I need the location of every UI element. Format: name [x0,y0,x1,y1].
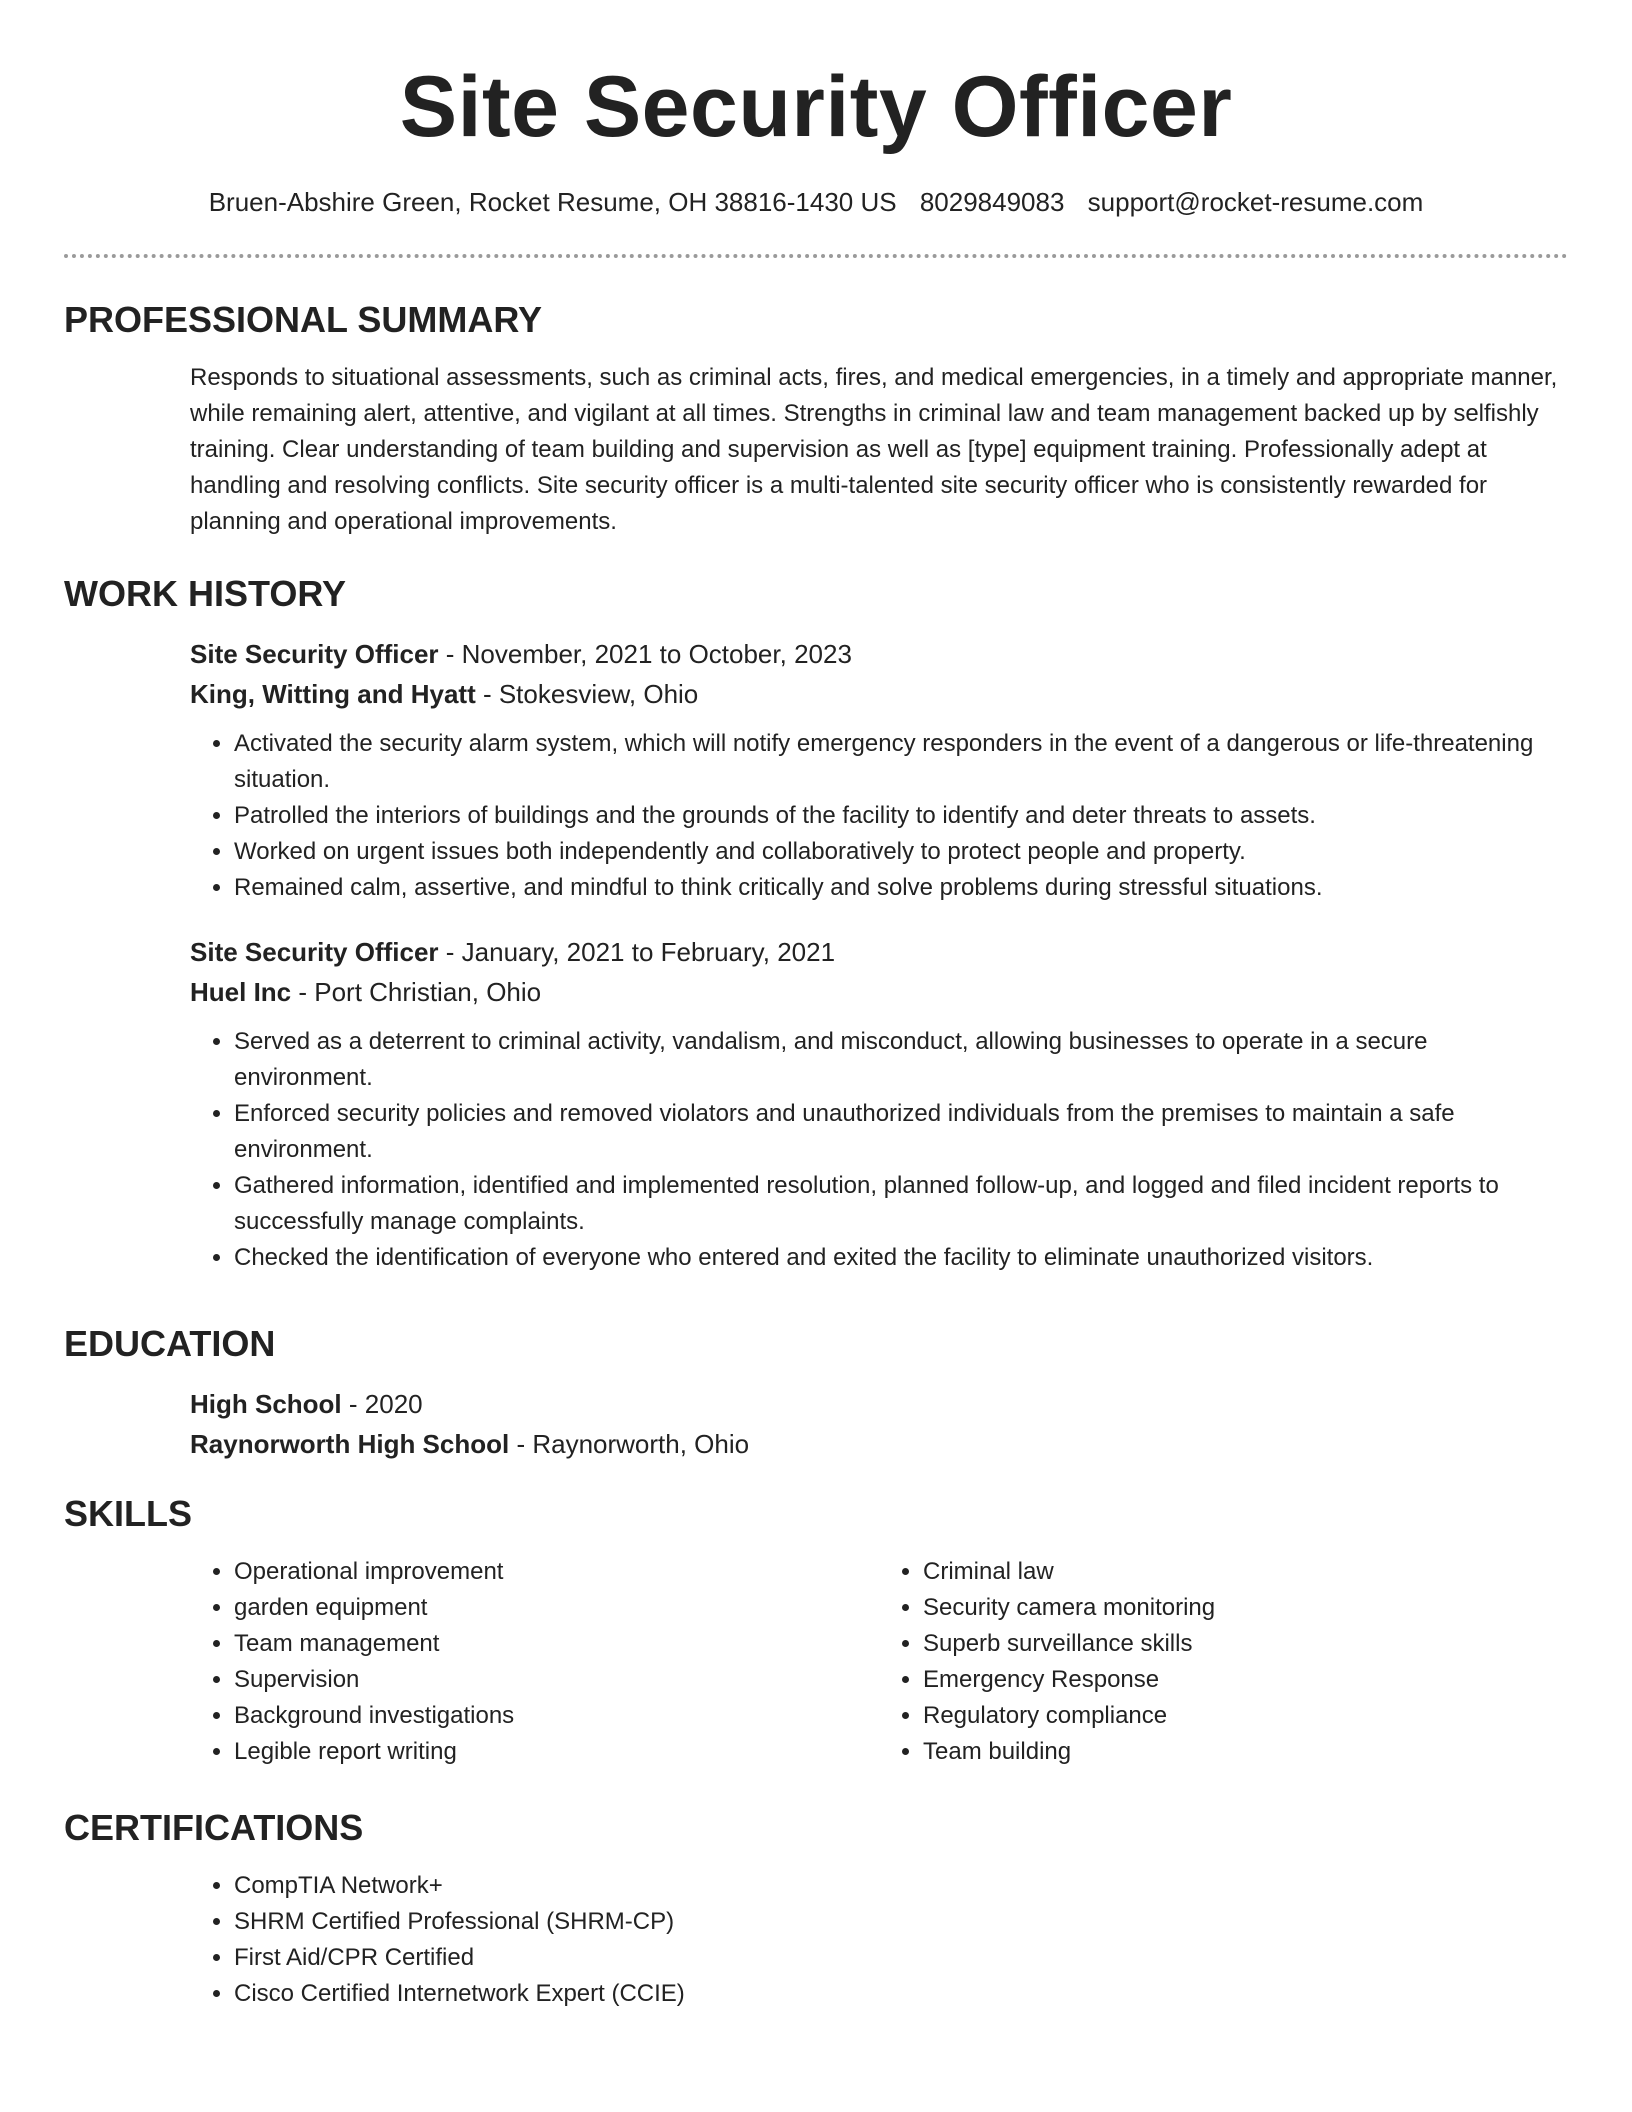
job-role-line [190,932,1568,972]
education-school-line [190,1424,1568,1464]
list-item: • Security camera monitoring [923,1590,1568,1626]
list-item: • Supervision [234,1662,879,1698]
skills-columns [190,1554,1568,1770]
section-title-summary: PROFESSIONAL SUMMARY [64,299,543,340]
education-degree: High School [190,1389,342,1419]
section-title-certifications: CERTIFICATIONS [64,1807,364,1848]
education-degree-line [190,1384,1568,1424]
job-role-line [190,634,1568,674]
contact-address: Bruen-Abshire Green, Rocket Resume, OH 38816-1430 US [208,187,897,217]
job-role: Site Security Officer [190,937,439,967]
list-item: • Criminal law [923,1554,1568,1590]
list-item: • Cisco Certified Internetwork Expert (CCIE) [234,1976,1568,2012]
education-year: - 2020 [341,1389,423,1419]
job-company-line [190,972,1568,1012]
certifications-list [190,1868,1568,2012]
list-item: • Legible report writing [234,1734,879,1770]
education-school: Raynorworth High School [190,1429,510,1459]
list-item: • Background investigations [234,1698,879,1734]
list-item: • garden equipment [234,1590,879,1626]
list-item: • Remained calm, assertive, and mindful to think critically and solve problems during stressful situations. [234,870,1568,906]
list-item: • First Aid/CPR Certified [234,1940,1568,1976]
list-item: • Checked the identification of everyone who entered and exited the facility to eliminate unauthorized visitors. [234,1240,1568,1276]
list-item: • Enforced security policies and removed violators and unauthorized individuals from the premises to maintain a safe environment. [234,1096,1568,1168]
job-company: Huel Inc [190,977,292,1007]
certifications-section [64,1806,1568,2012]
skills-list-left [190,1554,879,1770]
contact-email: support@rocket-resume.com [1087,187,1424,217]
summary-text: Responds to situational assessments, such as criminal acts, fires, and medical emergencies, in a timely and appropriate manner, while remaining alert, attentive, and vigilant at all times. Strengths in criminal law and team management backed up by selfishly training. Clear understanding of team building and supervision as well as [type] equipment training. Professionally adept at handling and resolving conflicts. Site security officer is a multi-talented site security officer who is consistently rewarded for planning and operational improvements. [190,364,1558,535]
professional-summary-section [64,298,1568,540]
contact-info [64,186,1568,218]
skills-list-right [879,1554,1568,1770]
contact-phone: 8029849083 [919,187,1065,217]
list-item: • Activated the security alarm system, which will notify emergency responders in the event of a dangerous or life-threatening situation. [234,726,1568,798]
job-company: King, Witting and Hyatt [190,679,476,709]
education-section [64,1322,1568,1464]
section-title-skills: SKILLS [64,1493,193,1534]
header-divider [64,254,1568,258]
job-location: - Stokesview, Ohio [475,679,699,709]
list-item: • SHRM Certified Professional (SHRM-CP) [234,1904,1568,1940]
section-title-education: EDUCATION [64,1323,276,1364]
job-dates: - November, 2021 to October, 2023 [438,639,852,669]
education-location: - Raynorworth, Ohio [509,1429,750,1459]
list-item: • Superb surveillance skills [923,1626,1568,1662]
list-item: • Worked on urgent issues both independently and collaboratively to protect people and property. [234,834,1568,870]
candidate-name: Site Security Officer [399,59,1233,155]
job-entry [190,932,1568,1276]
list-item: • Regulatory compliance [923,1698,1568,1734]
job-dates: - January, 2021 to February, 2021 [438,937,836,967]
job-bullets [190,1024,1568,1276]
list-item: • Operational improvement [234,1554,879,1590]
list-item: • Team building [923,1734,1568,1770]
list-item: • Gathered information, identified and implemented resolution, planned follow-up, and logged and filed incident reports to successfully manage complaints. [234,1168,1568,1240]
job-role: Site Security Officer [190,639,439,669]
job-location: - Port Christian, Ohio [291,977,542,1007]
list-item: • Team management [234,1626,879,1662]
section-title-work: WORK HISTORY [64,573,347,614]
list-item: • CompTIA Network+ [234,1868,1568,1904]
work-history-section [64,572,1568,1276]
list-item: • Emergency Response [923,1662,1568,1698]
skills-section [64,1492,1568,1770]
job-company-line [190,674,1568,714]
job-bullets [190,726,1568,906]
list-item: • Served as a deterrent to criminal activity, vandalism, and misconduct, allowing businesses to operate in a secure environment. [234,1024,1568,1096]
list-item: • Patrolled the interiors of buildings and the grounds of the facility to identify and deter threats to assets. [234,798,1568,834]
job-entry [190,634,1568,906]
